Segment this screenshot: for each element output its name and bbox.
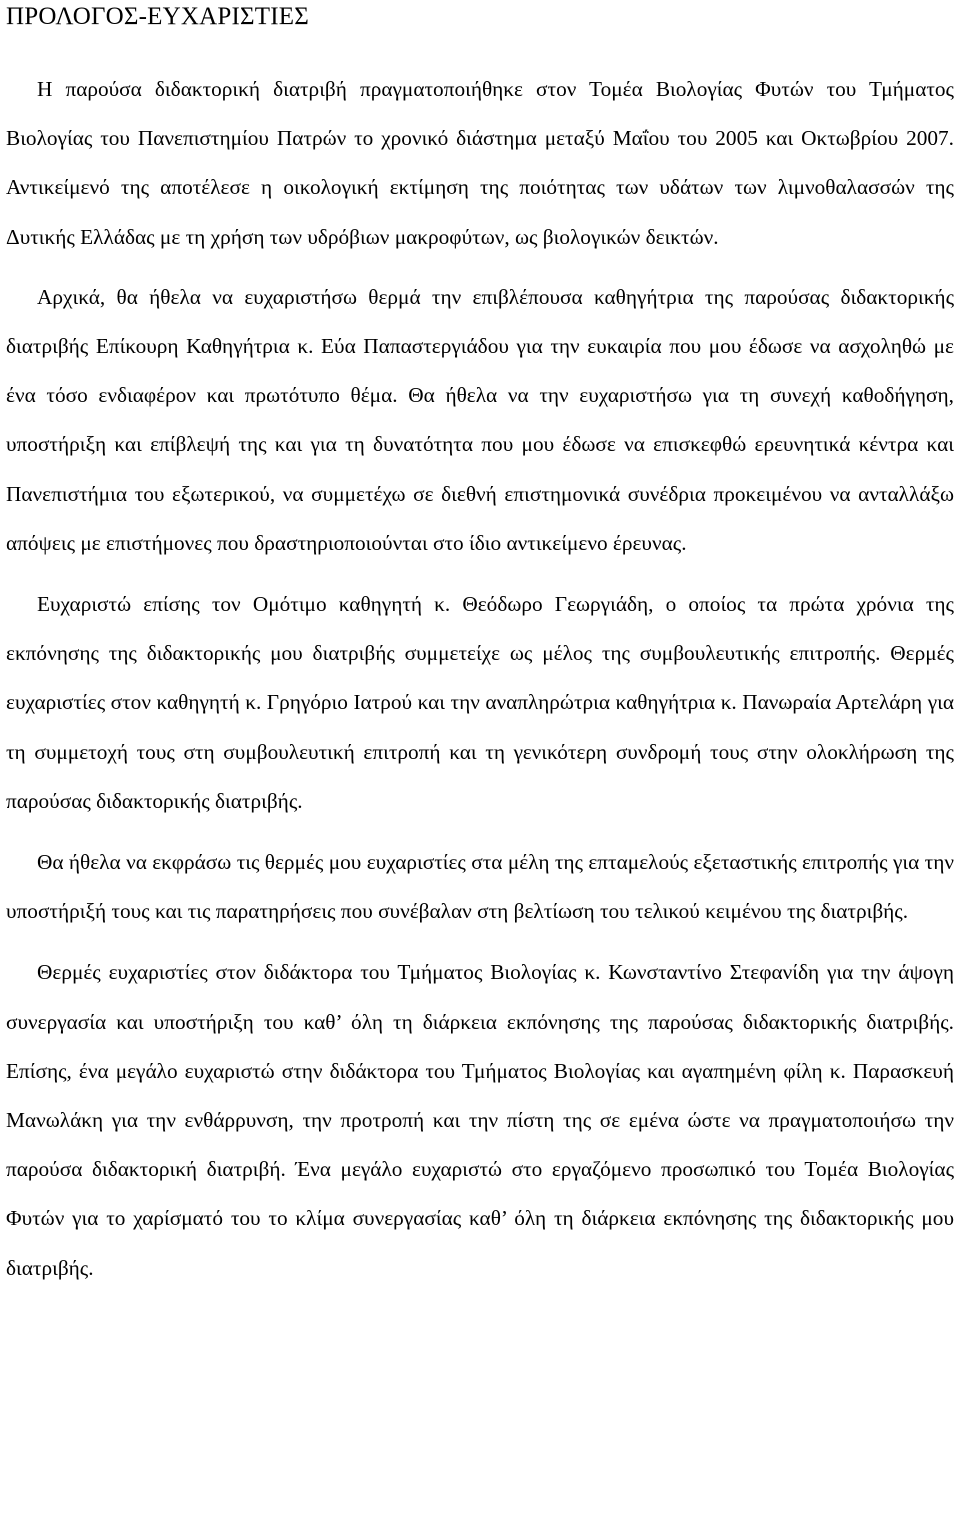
paragraph-committee-thanks: Ευχαριστώ επίσης τον Ομότιμο καθηγητή κ. Θεόδωρο Γεωργιάδη, ο οποίος τα πρώτα χρόνια της εκπόνησης της διδακτορικής μου διατριβής συμμετείχε ως μέλος της συμβουλευτικής επιτροπής. Θερμές ευχαριστίες στον καθηγητή κ. Γρηγόριο Ιατρού και την αναπληρώτρια καθηγήτρια κ. Πανωραία Αρτελάρη για τη συμμετοχή τους στη συμβουλευτική επιτροπή και τη γενικότερη συνδρομή τους στην ολοκλήρωση της παρούσας διδακτορικής διατριβής.: [6, 592, 954, 813]
paragraph-examination-committee: Θα ήθελα να εκφράσω τις θερμές μου ευχαριστίες στα μέλη της επταμελούς εξεταστικής επιτροπής για την υποστήριξή τους και τις παρατηρήσεις που συνέβαλαν στη βελτίωση του τελικού κειμένου της διατριβής.: [6, 850, 954, 924]
document-page: [6, 0, 954, 1293]
page-title: ΠΡΟΛΟΓΟΣ-ΕΥΧΑΡΙΣΤΙΕΣ: [6, 3, 309, 30]
paragraph-introduction: Η παρούσα διδακτορική διατριβή πραγματοποιήθηκε στον Τομέα Βιολογίας Φυτών του Τμήματος Βιολογίας του Πανεπιστημίου Πατρών το χρονικό διάστημα μεταξύ Μαΐου του 2005 και Οκτωβρίου 2007. Αντικείμενό της αποτέλεσε η οικολογική εκτίμηση της ποιότητας των υδάτων των λιμνοθαλασσών της Δυτικής Ελλάδας με τη χρήση των υδρόβιων μακροφύτων, ως βιολογικών δεικτών.: [6, 77, 954, 249]
paragraph-colleagues-thanks: Θερμές ευχαριστίες στον διδάκτορα του Τμήματος Βιολογίας κ. Κωνσταντίνο Στεφανίδη για την άψογη συνεργασία και υποστήριξη του καθ’ όλη τη διάρκεια εκπόνησης της παρούσας διδακτορικής διατριβής. Επίσης, ένα μεγάλο ευχαριστώ στην διδάκτορα του Τμήματος Βιολογίας και αγαπημένη φίλη κ. Παρασκευή Μανωλάκη για την ενθάρρυνση, την προτροπή και την πίστη της σε εμένα ώστε να πραγματοποιήσω την παρούσα διδακτορική διατριβή. Ένα μεγάλο ευχαριστώ στο εργαζόμενο προσωπικό του Τομέα Βιολογίας Φυτών για το χαρίσματό του το κλίμα συνεργασίας καθ’ όλη τη διάρκεια εκπόνησης της διδακτορικής μου διατριβής.: [6, 960, 954, 1280]
paragraph-supervisor-thanks: Αρχικά, θα ήθελα να ευχαριστήσω θερμά την επιβλέπουσα καθηγήτρια της παρούσας διδακτορικής διατριβής Επίκουρη Καθηγήτρια κ. Εύα Παπαστεργιάδου για την ευκαιρία που μου έδωσε να ασχοληθώ με ένα τόσο ενδιαφέρον και πρωτότυπο θέμα. Θα ήθελα να την ευχαριστήσω για τη συνεχή καθοδήγηση, υποστήριξη και επίβλεψή της και για τη δυνατότητα που μου έδωσε να επισκεφθώ ερευνητικά κέντρα και Πανεπιστήμια του εξωτερικού, να συμμετέχω σε διεθνή επιστημονικά συνέδρια προκειμένου να ανταλλάξω απόψεις με επιστήμονες που δραστηριοποιούνται στο ίδιο αντικείμενο έρευνας.: [6, 284, 954, 555]
